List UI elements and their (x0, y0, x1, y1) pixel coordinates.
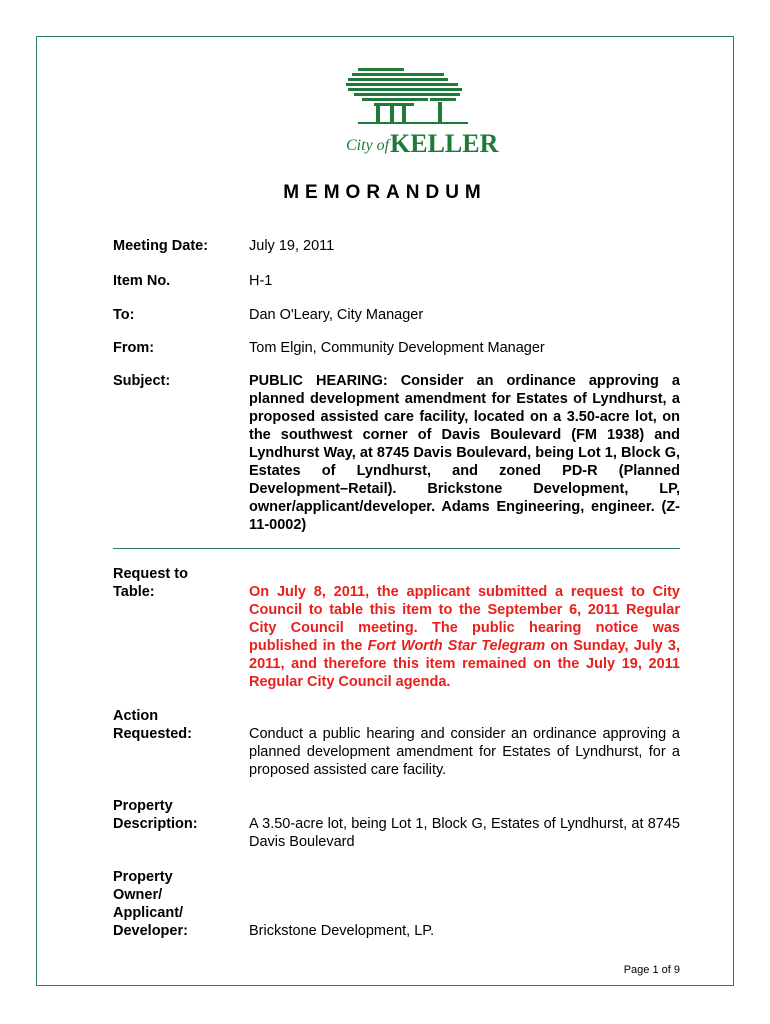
property-description-label: Property Description: (113, 798, 198, 832)
city-of-keller-logo (318, 62, 499, 160)
subject-label: Subject: (113, 373, 171, 389)
memorandum-title: MEMORANDUM (283, 182, 487, 203)
from-value: Tom Elgin, Community Development Manager (249, 340, 545, 356)
to-value: Dan O'Leary, City Manager (249, 307, 424, 323)
subject-text: PUBLIC HEARING: Consider an ordinance approving a planned development amendment for Estates of Lyndhurst, a proposed assisted care facility, located on a 3.50-acre lot, on the southwest corner of Davis Boulevard (FM 1938) and Lyndhurst Way, at 8745 Davis Boulevard, being Lot 1, Block G, Estates of Lyndhurst, and zoned PD-R (Planned Development–Retail). Brickstone Development, LP, owner/applicant/developer. Adams Engineering, engineer. (Z-11-0002) (249, 373, 680, 533)
from-label: From: (113, 340, 155, 356)
item-no-label: Item No. (113, 273, 171, 289)
page-number: Page 1 of 9 (623, 964, 680, 976)
svg-text:KELLER: KELLER (390, 129, 499, 158)
request-to-table-text: On July 8, 2011, the applicant submitted a request to City Council to table this item to the September 6, 2011 Regular City Council meeting. The public hearing notice was published in the Fort Worth Star Telegram on Sunday, July 3, 2011, and therefore this item remained on the July 19, 2011 Regular City Council agenda. (249, 584, 680, 690)
to-label: To: (113, 307, 135, 323)
item-no-value: H-1 (249, 273, 273, 289)
meeting-date-label: Meeting Date: (113, 238, 209, 254)
action-requested-label: Action Requested: (113, 708, 192, 742)
newspaper-name: Fort Worth Star Telegram (367, 638, 546, 654)
property-owner-text: Brickstone Development, LP. (249, 923, 435, 939)
property-owner-label: Property Owner/ Applicant/ Developer: (113, 869, 188, 939)
svg-text:City of: City of (346, 137, 390, 154)
tree-icon (346, 68, 468, 124)
meeting-date-value: July 19, 2011 (249, 238, 335, 254)
request-to-table-label: Request to Table: (113, 566, 188, 600)
property-description-text: A 3.50-acre lot, being Lot 1, Block G, Estates of Lyndhurst, at 8745 Davis Boulevard (249, 816, 680, 850)
section-divider (113, 548, 680, 549)
action-requested-text: Conduct a public hearing and consider an ordinance approving a planned development amendment for Estates of Lyndhurst, for a proposed assisted care facility. (249, 726, 680, 778)
